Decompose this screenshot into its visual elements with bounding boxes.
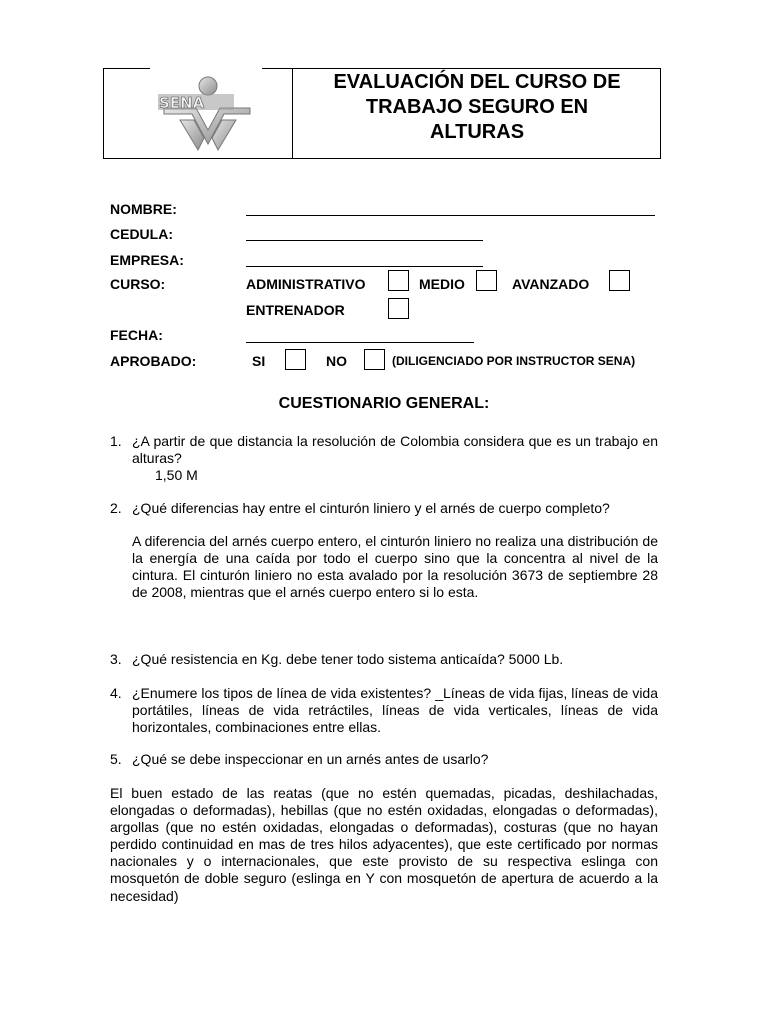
fecha-label: FECHA: [110, 327, 163, 343]
question-number: 1. [110, 433, 122, 449]
question-text: ¿Qué resistencia en Kg. debe tener todo sistema anticaída? 5000 Lb. [132, 651, 564, 667]
curso-medio-checkbox[interactable] [476, 270, 497, 291]
question-answer: A diferencia del arnés cuerpo entero, el cinturón liniero no realiza una distribución de la energía de una caída por todo el cuerpo sino que la concentra al nivel de la cintura. El cinturón liniero no esta avalado por la resolución 3673 de septiembre 28 de 2008, mientras que el arnés cuerpo entero si lo esta. [132, 533, 658, 600]
question-item [110, 685, 658, 736]
question-number: 2. [110, 500, 122, 516]
aprobado-si-checkbox[interactable] [285, 349, 306, 370]
question-answer: 1,50 M [155, 467, 198, 483]
title-line-2: TRABAJO SEGURO EN [365, 96, 589, 118]
question-text: ¿Qué se debe inspeccionar en un arnés antes de usarlo? [132, 751, 489, 767]
question-item [110, 751, 658, 768]
question-item [110, 433, 658, 484]
aprobado-si-label: SI [252, 353, 266, 369]
empresa-label: EMPRESA: [110, 252, 184, 268]
question-number: 3. [110, 651, 122, 667]
question-item [110, 651, 658, 668]
question-item [110, 500, 658, 601]
cedula-field[interactable] [246, 240, 483, 241]
empresa-field[interactable] [246, 266, 483, 267]
aprobado-no-label: NO [326, 353, 347, 369]
question-text: ¿Enumere los tipos de línea de vida existentes? _Líneas de vida fijas, líneas de vida portátiles, líneas de vida retráctiles, líneas de vida verticales, líneas de vida horizontales, combinaciones entre ellas. [132, 685, 658, 735]
header-border-gap [150, 66, 262, 71]
curso-entrenador-checkbox[interactable] [388, 298, 409, 319]
aprobado-label: APROBADO: [110, 353, 197, 369]
sena-logo-text: SENA [159, 94, 205, 112]
curso-option-avanzado-label: AVANZADO [512, 276, 590, 292]
nombre-label: NOMBRE: [110, 201, 177, 217]
curso-option-entrenador-label: ENTRENADOR [246, 302, 345, 318]
curso-option-administrativo-label: ADMINISTRATIVO [246, 276, 366, 292]
question-text: ¿Qué diferencias hay entre el cinturón liniero y el arnés de cuerpo completo? [132, 500, 610, 516]
question-number: 4. [110, 685, 122, 701]
question-text: ¿A partir de que distancia la resolución de Colombia considera que es un trabajo en alturas? [132, 433, 658, 466]
section-title: CUESTIONARIO GENERAL: [278, 395, 490, 412]
aprobado-note: (DILIGENCIADO POR INSTRUCTOR SENA) [392, 354, 636, 368]
aprobado-no-checkbox[interactable] [364, 349, 385, 370]
curso-administrativo-checkbox[interactable] [388, 270, 409, 291]
nombre-field[interactable] [246, 215, 655, 216]
title-line-3: ALTURAS [429, 121, 525, 143]
curso-label: CURSO: [110, 276, 166, 292]
question-number: 5. [110, 751, 122, 767]
curso-option-medio-label: MEDIO [419, 276, 465, 292]
sena-logo [150, 74, 262, 154]
final-answer: El buen estado de las reatas (que no estén quemadas, picadas, deshilachadas, elongadas o deformadas), hebillas (que no estén oxidadas, elongadas o deformadas), argollas (que no estén oxidadas, elongadas o deformadas), costuras (que no hayan perdido continuidad en mas de tres hilos adyacentes), que este certificado por normas nacionales y o internacionales, que este provisto de su respectiva eslinga con mosquetón de doble seguro (eslinga en Y con mosquetón de apertura de acuerdo a la necesidad) [110, 785, 658, 904]
document-title [293, 70, 661, 145]
fecha-field[interactable] [246, 342, 474, 343]
cedula-label: CEDULA: [110, 226, 173, 242]
title-line-1: EVALUACIÓN DEL CURSO DE [333, 71, 621, 93]
curso-avanzado-checkbox[interactable] [609, 270, 630, 291]
